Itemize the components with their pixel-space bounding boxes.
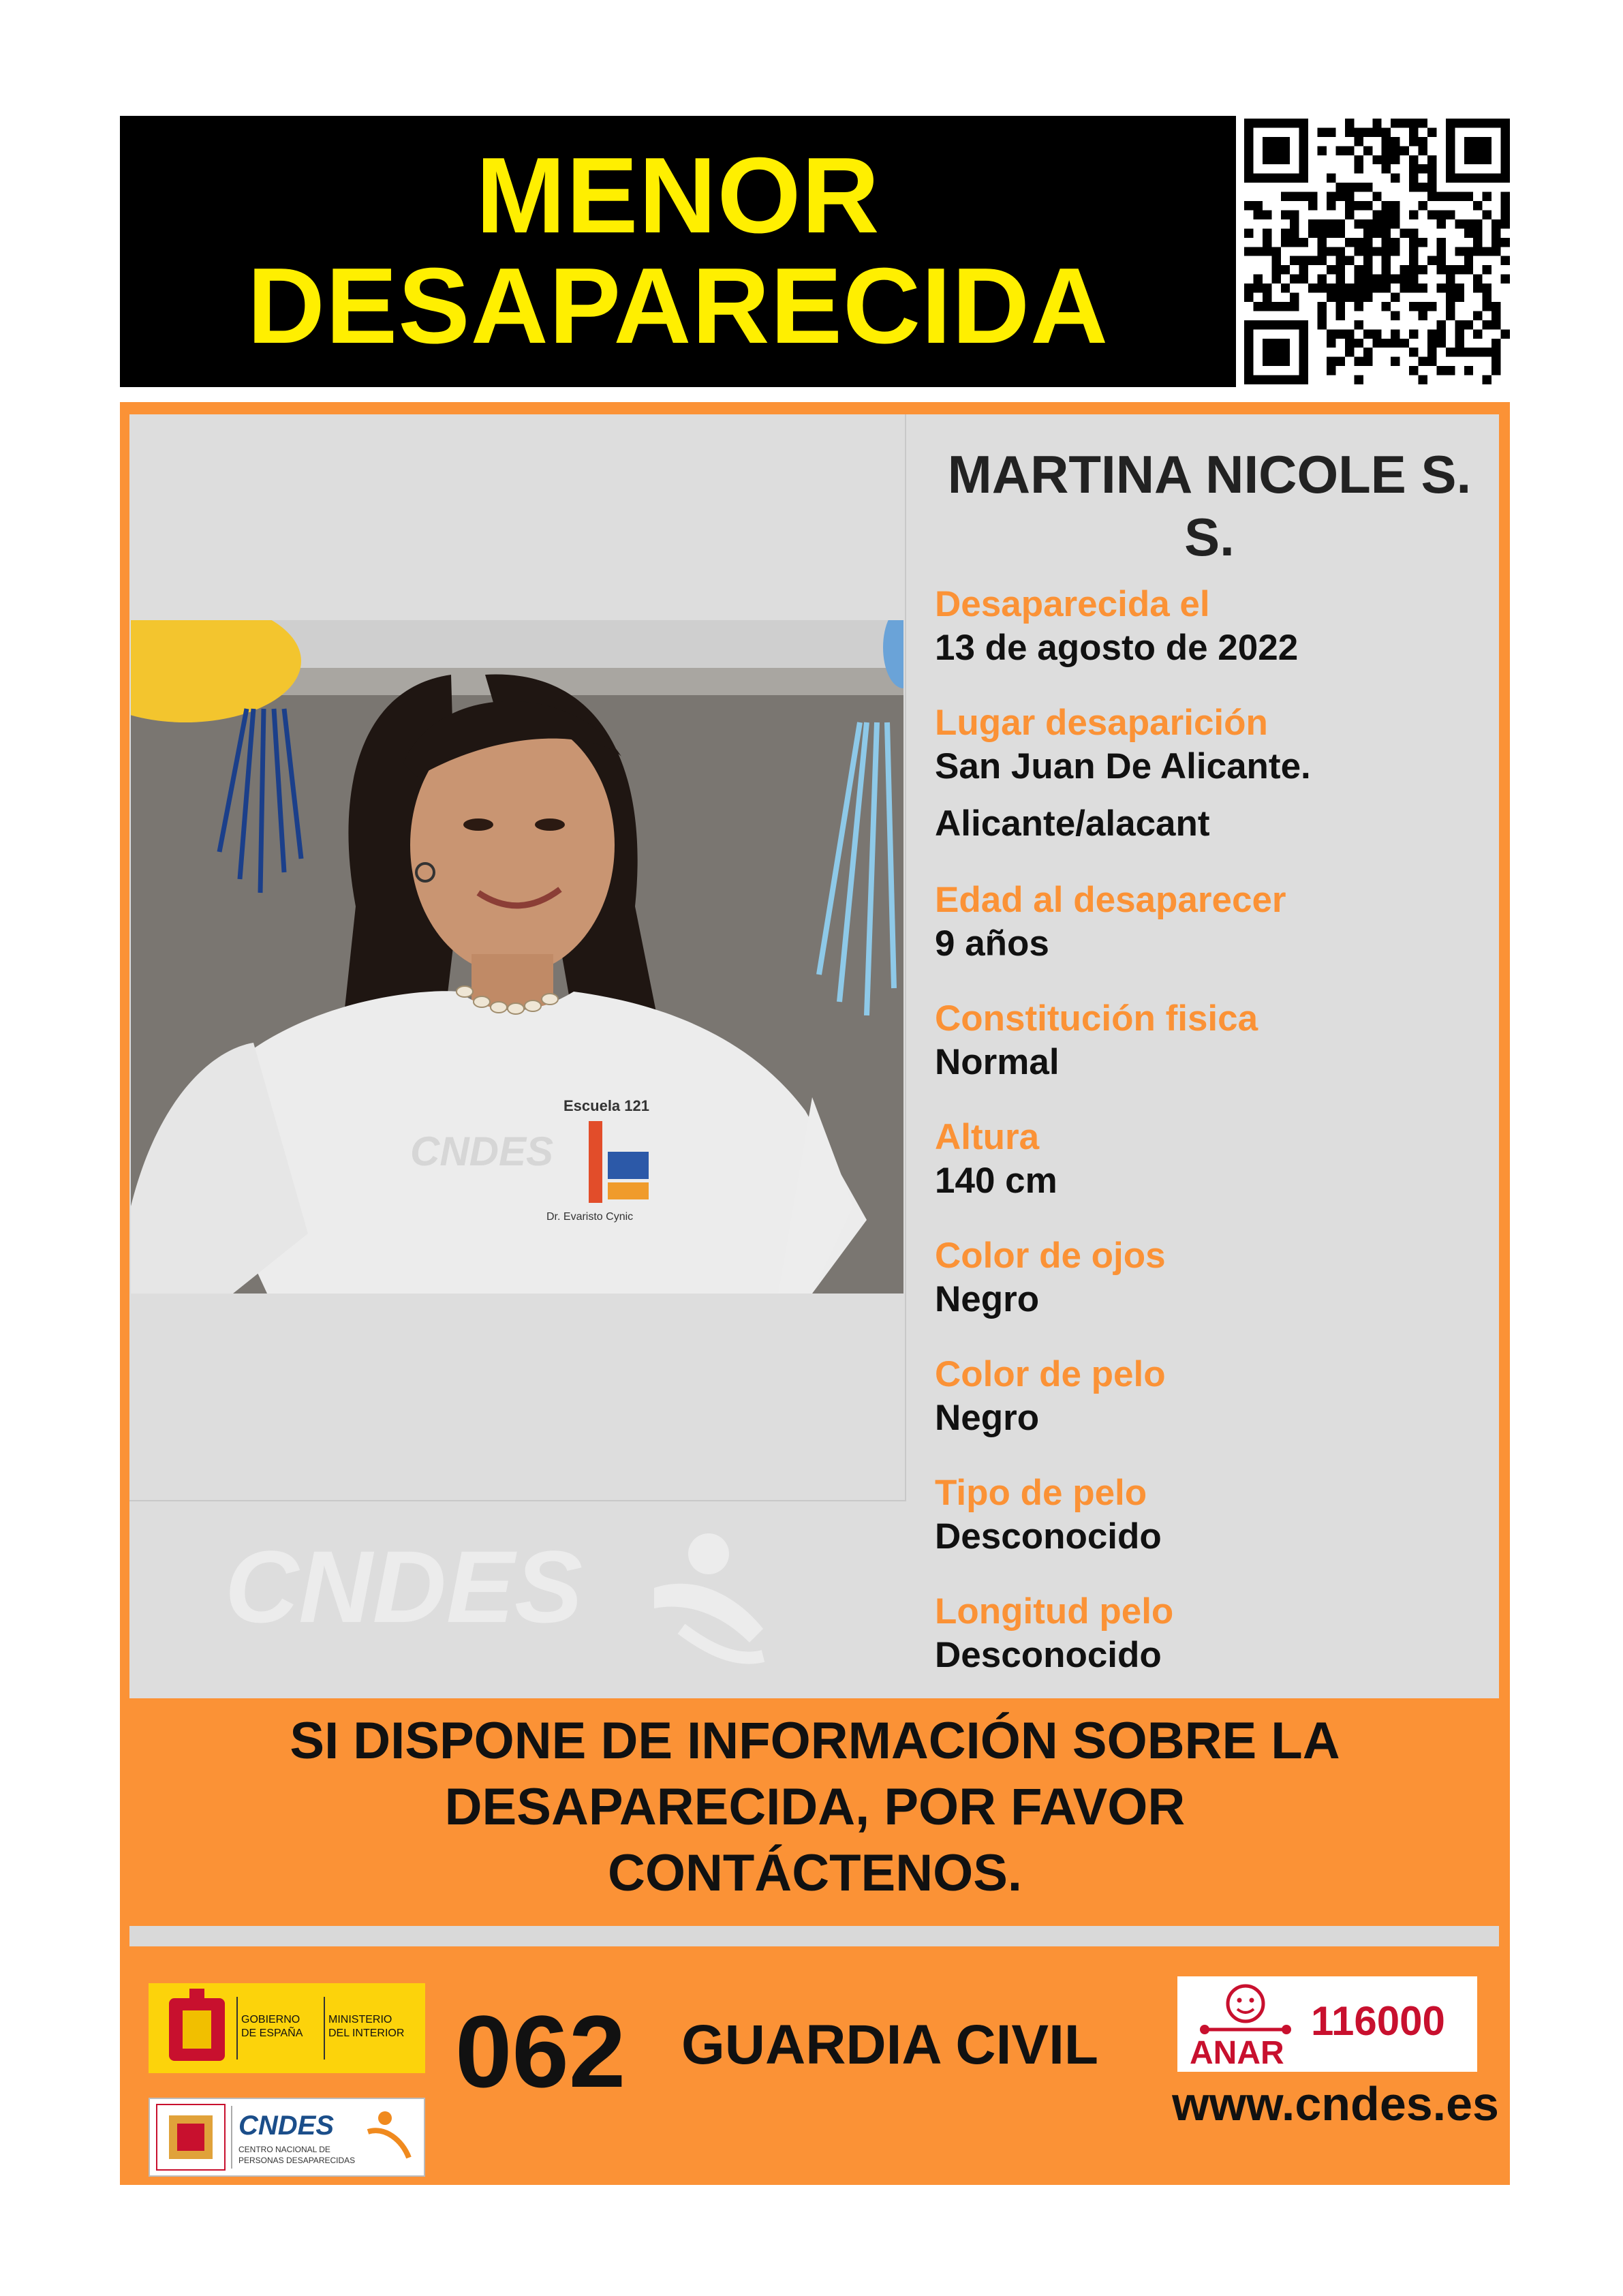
gov-left-line2: DE ESPAÑA (241, 2027, 303, 2039)
qr-code[interactable] (1244, 116, 1510, 387)
shirt-text-top: Escuela 121 (563, 1097, 649, 1114)
field-value-hair-color: Negro (935, 1398, 1040, 1438)
field-label-build: Constitución fisica (935, 998, 1258, 1039)
anar-label: ANAR (1190, 2035, 1284, 2071)
field-value-height: 140 cm (935, 1161, 1057, 1201)
field-value-place-2: Alicante/alacant (935, 803, 1210, 844)
divider (129, 1926, 1499, 1946)
svg-text:CNDES: CNDES (225, 1529, 583, 1644)
cta-line-3: CONTÁCTENOS. (608, 1844, 1022, 1902)
shirt-text-bottom: Dr. Evaristo Cynic (546, 1211, 634, 1223)
field-value-place: San Juan De Alicante. (935, 746, 1311, 786)
field-value-date: 13 de agosto de 2022 (935, 628, 1299, 668)
missing-person-photo (131, 620, 903, 1294)
field-label-place: Lugar desaparición (935, 703, 1268, 743)
field-label-height: Altura (935, 1117, 1040, 1157)
person-name-line-2: S. (1184, 507, 1235, 567)
field-label-eye-color: Color de ojos (935, 1236, 1166, 1276)
field-label-hair-length: Longitud pelo (935, 1591, 1174, 1632)
field-value-build: Normal (935, 1042, 1060, 1082)
website-link[interactable]: www.cndes.es (1172, 2077, 1499, 2130)
anar-logo (1177, 1976, 1477, 2072)
cndes-logo-sub1: CENTRO NACIONAL DE (238, 2145, 330, 2154)
title-line-2: DESAPARECIDA (247, 246, 1109, 366)
agency-name: GUARDIA CIVIL (681, 2014, 1098, 2076)
field-value-hair-type: Desconocido (935, 1516, 1162, 1557)
cta-line-1: SI DISPONE DE INFORMACIÓN SOBRE LA (290, 1712, 1340, 1770)
field-label-age: Edad al desaparecer (935, 880, 1286, 920)
header-banner (120, 116, 1236, 387)
call-to-action (120, 1708, 1510, 1906)
cndes-logo-text: CNDES (238, 2111, 335, 2141)
field-value-age: 9 años (935, 923, 1049, 964)
gov-right-line1: MINISTERIO (328, 2014, 392, 2025)
cndes-logo-sub2: PERSONAS DESAPARECIDAS (238, 2156, 356, 2165)
gov-left-line1: GOBIERNO (241, 2014, 300, 2025)
title-line-1: MENOR (476, 136, 880, 256)
field-value-hair-length: Desconocido (935, 1635, 1162, 1675)
field-value-eye-color: Negro (935, 1279, 1040, 1319)
gobierno-espana-logo (149, 1983, 425, 2073)
cndes-logo (149, 2098, 425, 2177)
photo-watermark: CNDES (410, 1129, 554, 1174)
cndes-watermark (218, 1513, 818, 1670)
phone-number[interactable]: 062 (455, 1994, 626, 2109)
field-label-hair-color: Color de pelo (935, 1354, 1166, 1394)
cta-line-2: DESAPARECIDA, POR FAVOR (444, 1778, 1186, 1836)
person-name (920, 443, 1499, 568)
anar-number[interactable]: 116000 (1311, 1998, 1445, 2044)
person-name-line-1: MARTINA NICOLE S. (947, 444, 1472, 504)
gov-right-line2: DEL INTERIOR (328, 2027, 405, 2039)
field-label-date: Desaparecida el (935, 584, 1210, 624)
field-label-hair-type: Tipo de pelo (935, 1473, 1147, 1513)
